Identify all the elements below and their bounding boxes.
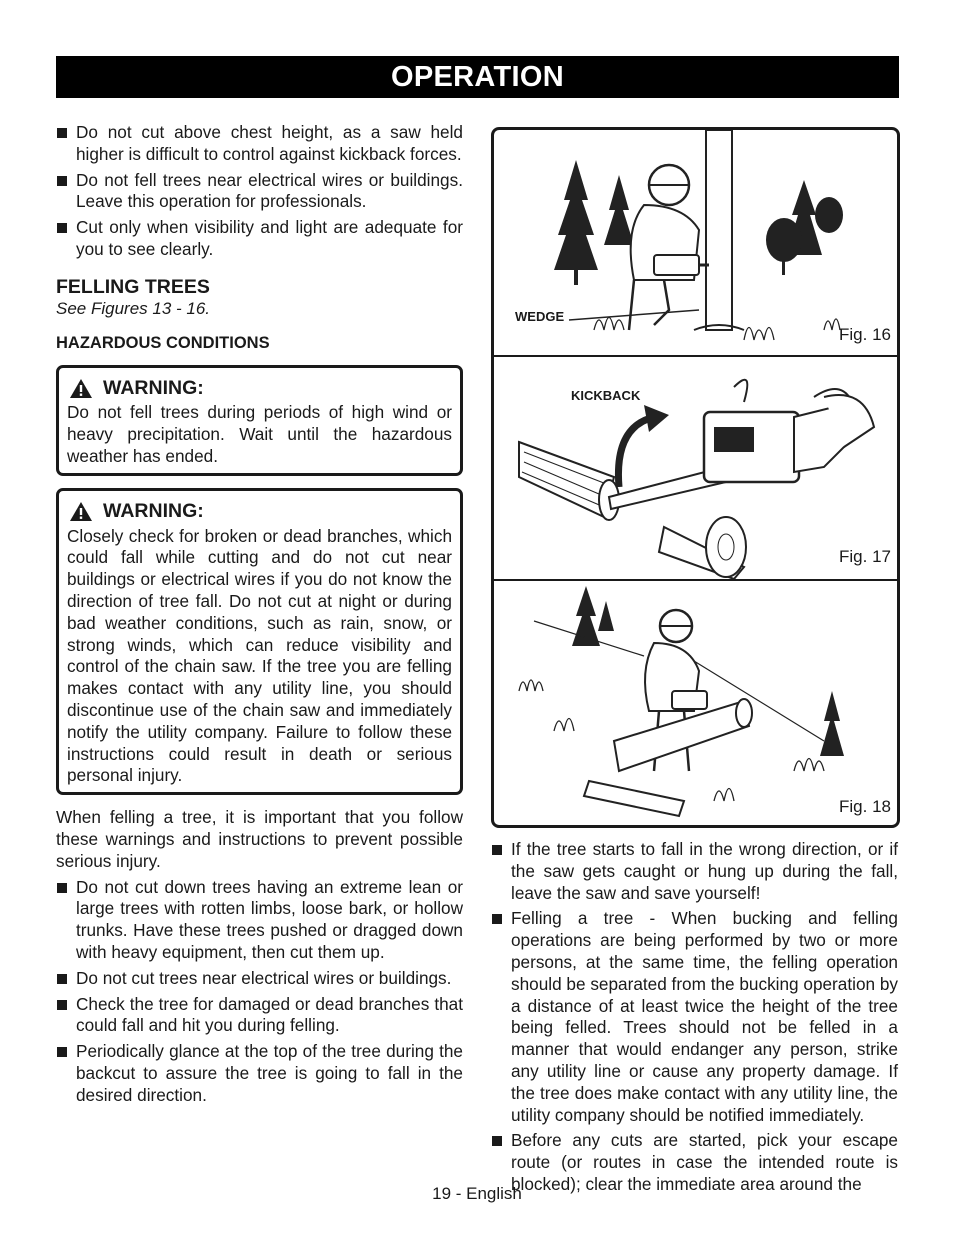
figure-16 — [494, 130, 897, 357]
list-item: If the tree starts to fall in the wrong direction, or if the saw gets caught or hung up during the fall, leave the saw and save yourself! — [491, 839, 898, 904]
right-bullet-list — [491, 839, 898, 1196]
list-item: Do not cut above chest height, as a saw held higher is difficult to control against kickback forces. — [56, 122, 463, 166]
warning-box — [56, 365, 463, 476]
list-item: Felling a tree - When bucking and felling operations are being performed by two or more persons, at the same time, the felling operation should be separated from the bucking operation by a distance of at least twice the height of the tree being felled. Trees should not be felled in a manner that would endanger any person, strike any utility line or cause any property damage. If the tree does make contact with any utility line, the utility company should be notified immediately. — [491, 908, 898, 1126]
figure-label: Fig. 18 — [839, 797, 891, 816]
list-item: Before any cuts are started, pick your escape route (or routes in case the intended route is blocked); clear the immediate area around the — [491, 1130, 898, 1195]
page-footer: 19 - English — [432, 1184, 522, 1203]
figure-17 — [494, 357, 897, 581]
list-item: Do not cut trees near electrical wires or buildings. — [56, 968, 463, 990]
list-item: Check the tree for damaged or dead branches that could fall and hit you during felling. — [56, 994, 463, 1038]
section-title: FELLING TREES — [56, 275, 210, 298]
warning-triangle-icon — [69, 378, 93, 399]
list-item: Periodically glance at the top of the tree during the backcut to assure the tree is going to fall in the desired direction. — [56, 1041, 463, 1106]
bucking-illustration — [494, 581, 897, 825]
warning-label: WARNING: — [103, 499, 204, 522]
kickback-callout: KICKBACK — [571, 388, 641, 403]
bottom-bullet-list — [56, 877, 463, 1107]
warning-box — [56, 488, 463, 795]
warning-text: Do not fell trees during periods of high wind or heavy precipitation. Wait until the hazardous weather has ended. — [67, 402, 452, 466]
left-column — [56, 122, 463, 1110]
figure-label: Fig. 17 — [839, 547, 891, 566]
figure-18 — [494, 581, 897, 825]
kickback-illustration — [494, 357, 897, 579]
list-item: Do not cut down trees having an extreme lean or large trees with rotten limbs, loose bark, or hollow trunks. Have these trees pushed or dragged down with heavy equipment, then cut them up. — [56, 877, 463, 964]
page-title: OPERATION — [56, 56, 899, 98]
list-item: Do not fell trees near electrical wires or buildings. Leave this operation for professionals. — [56, 170, 463, 214]
figure-panel — [491, 127, 900, 828]
see-figures-note: See Figures 13 - 16. — [56, 298, 211, 318]
figure-label: Fig. 16 — [839, 325, 891, 344]
wedge-callout: WEDGE — [515, 309, 565, 324]
warning-text: Closely check for broken or dead branches, which could fall while cutting and do not cut near buildings or electrical wires if you do not know the direction of tree fall. Do not cut at night or during bad weather conditions, such as rain, snow, or strong winds, which can reduce visibility and control of the chain saw. If the tree you are felling makes contact with any utility line, you should discontinue use of the chain saw and immediately notify the utility company. Failure to follow these instructions could result in death or serious personal injury. — [67, 525, 452, 786]
intro-paragraph: When felling a tree, it is important that you follow these warnings and instructions to prevent possible serious injury. — [56, 807, 463, 871]
warning-label: WARNING: — [103, 376, 204, 399]
list-item: Cut only when visibility and light are adequate for you to see clearly. — [56, 217, 463, 261]
right-column — [491, 839, 898, 1200]
hazard-subtitle: HAZARDOUS CONDITIONS — [56, 333, 270, 352]
warning-triangle-icon — [69, 501, 93, 522]
top-bullet-list — [56, 122, 463, 261]
